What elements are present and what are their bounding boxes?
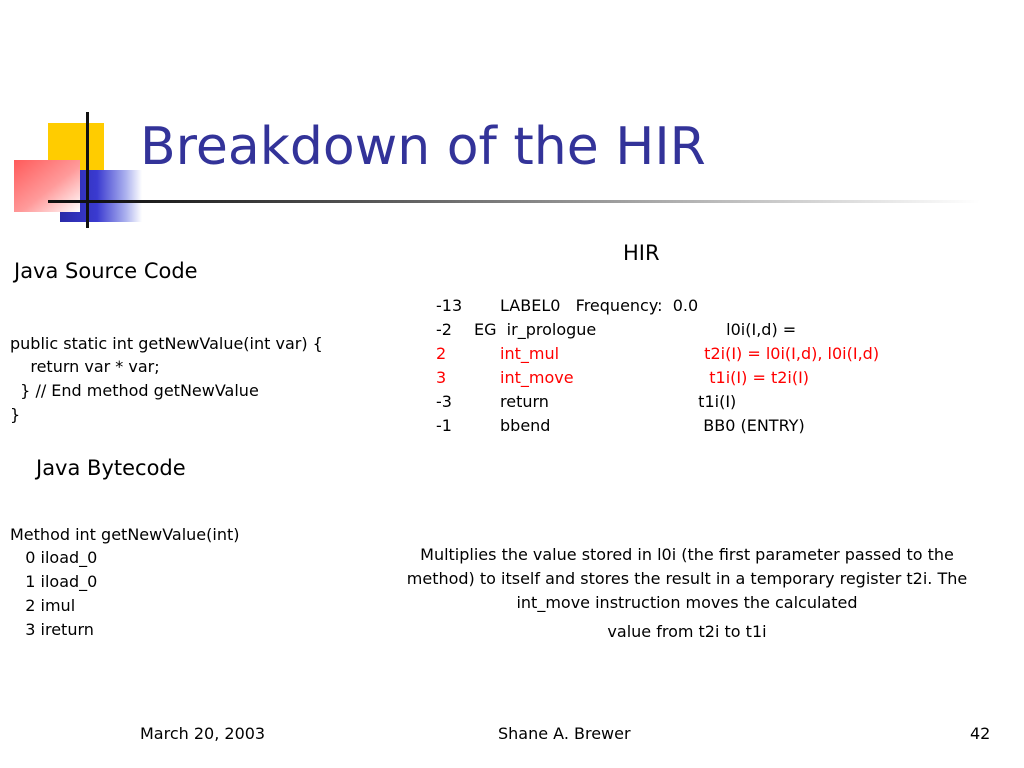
hir-row bbox=[432, 390, 879, 414]
source-line: } bbox=[10, 405, 21, 424]
hir-row-operands: l0i(I,d) = bbox=[726, 320, 797, 339]
footer-author: Shane A. Brewer bbox=[498, 724, 631, 743]
hir-row-number: -2 bbox=[436, 320, 452, 339]
java-source-heading: Java Source Code bbox=[14, 259, 198, 283]
hir-row-op: int_mul bbox=[500, 344, 560, 363]
hir-row-op: EG ir_prologue bbox=[474, 320, 597, 339]
hir-row-highlighted bbox=[432, 342, 879, 366]
footer-date: March 20, 2003 bbox=[140, 724, 266, 743]
title-underline bbox=[100, 200, 980, 203]
source-line: return var * var; bbox=[10, 357, 160, 376]
bytecode-line: 2 imul bbox=[10, 596, 76, 615]
hir-row-op: return bbox=[500, 392, 549, 411]
hir-row bbox=[432, 318, 879, 342]
hir-row bbox=[432, 414, 879, 438]
bytecode-line: Method int getNewValue(int) bbox=[10, 525, 240, 544]
hir-listing bbox=[432, 294, 879, 438]
explanation-note bbox=[400, 543, 974, 644]
hir-row-number: -3 bbox=[436, 392, 452, 411]
logo-vertical-line bbox=[86, 112, 89, 228]
hir-row-op: int_move bbox=[500, 368, 574, 387]
hir-row-number: -13 bbox=[436, 296, 463, 315]
explanation-text: Multiplies the value stored in l0i (the first parameter passed to the method) to itself and stores the result in a temporary register t2i. The int_move instruction moves the calculated bbox=[406, 545, 968, 612]
explanation-last-line: value from t2i to t1i bbox=[607, 622, 767, 641]
hir-row-operands: BB0 (ENTRY) bbox=[698, 416, 805, 435]
slide-number: 42 bbox=[970, 724, 991, 743]
java-bytecode-heading: Java Bytecode bbox=[36, 456, 186, 480]
bytecode-line: 0 iload_0 bbox=[10, 548, 98, 567]
bytecode-line: 1 iload_0 bbox=[10, 572, 98, 591]
hir-row-operands: t1i(I) bbox=[698, 392, 737, 411]
hir-heading: HIR bbox=[623, 241, 660, 265]
source-line: public static int getNewValue(int var) { bbox=[10, 334, 323, 353]
slide-title: Breakdown of the HIR bbox=[140, 117, 706, 177]
hir-row-operands bbox=[698, 294, 879, 318]
hir-row-op: LABEL0 Frequency: 0.0 bbox=[500, 296, 699, 315]
bytecode-line: 3 ireturn bbox=[10, 620, 94, 639]
source-line: } // End method getNewValue bbox=[10, 381, 259, 400]
hir-row bbox=[432, 294, 879, 318]
logo-red-square bbox=[14, 160, 80, 212]
hir-row-number: -1 bbox=[436, 416, 452, 435]
hir-row-operands: t2i(I) = l0i(I,d), l0i(I,d) bbox=[704, 344, 880, 363]
hir-row-operands: t1i(I) = t2i(I) bbox=[704, 368, 810, 387]
hir-row-number: 2 bbox=[436, 344, 447, 363]
hir-row-number: 3 bbox=[436, 368, 447, 387]
hir-row-op: bbend bbox=[500, 416, 551, 435]
hir-row-highlighted bbox=[432, 366, 879, 390]
